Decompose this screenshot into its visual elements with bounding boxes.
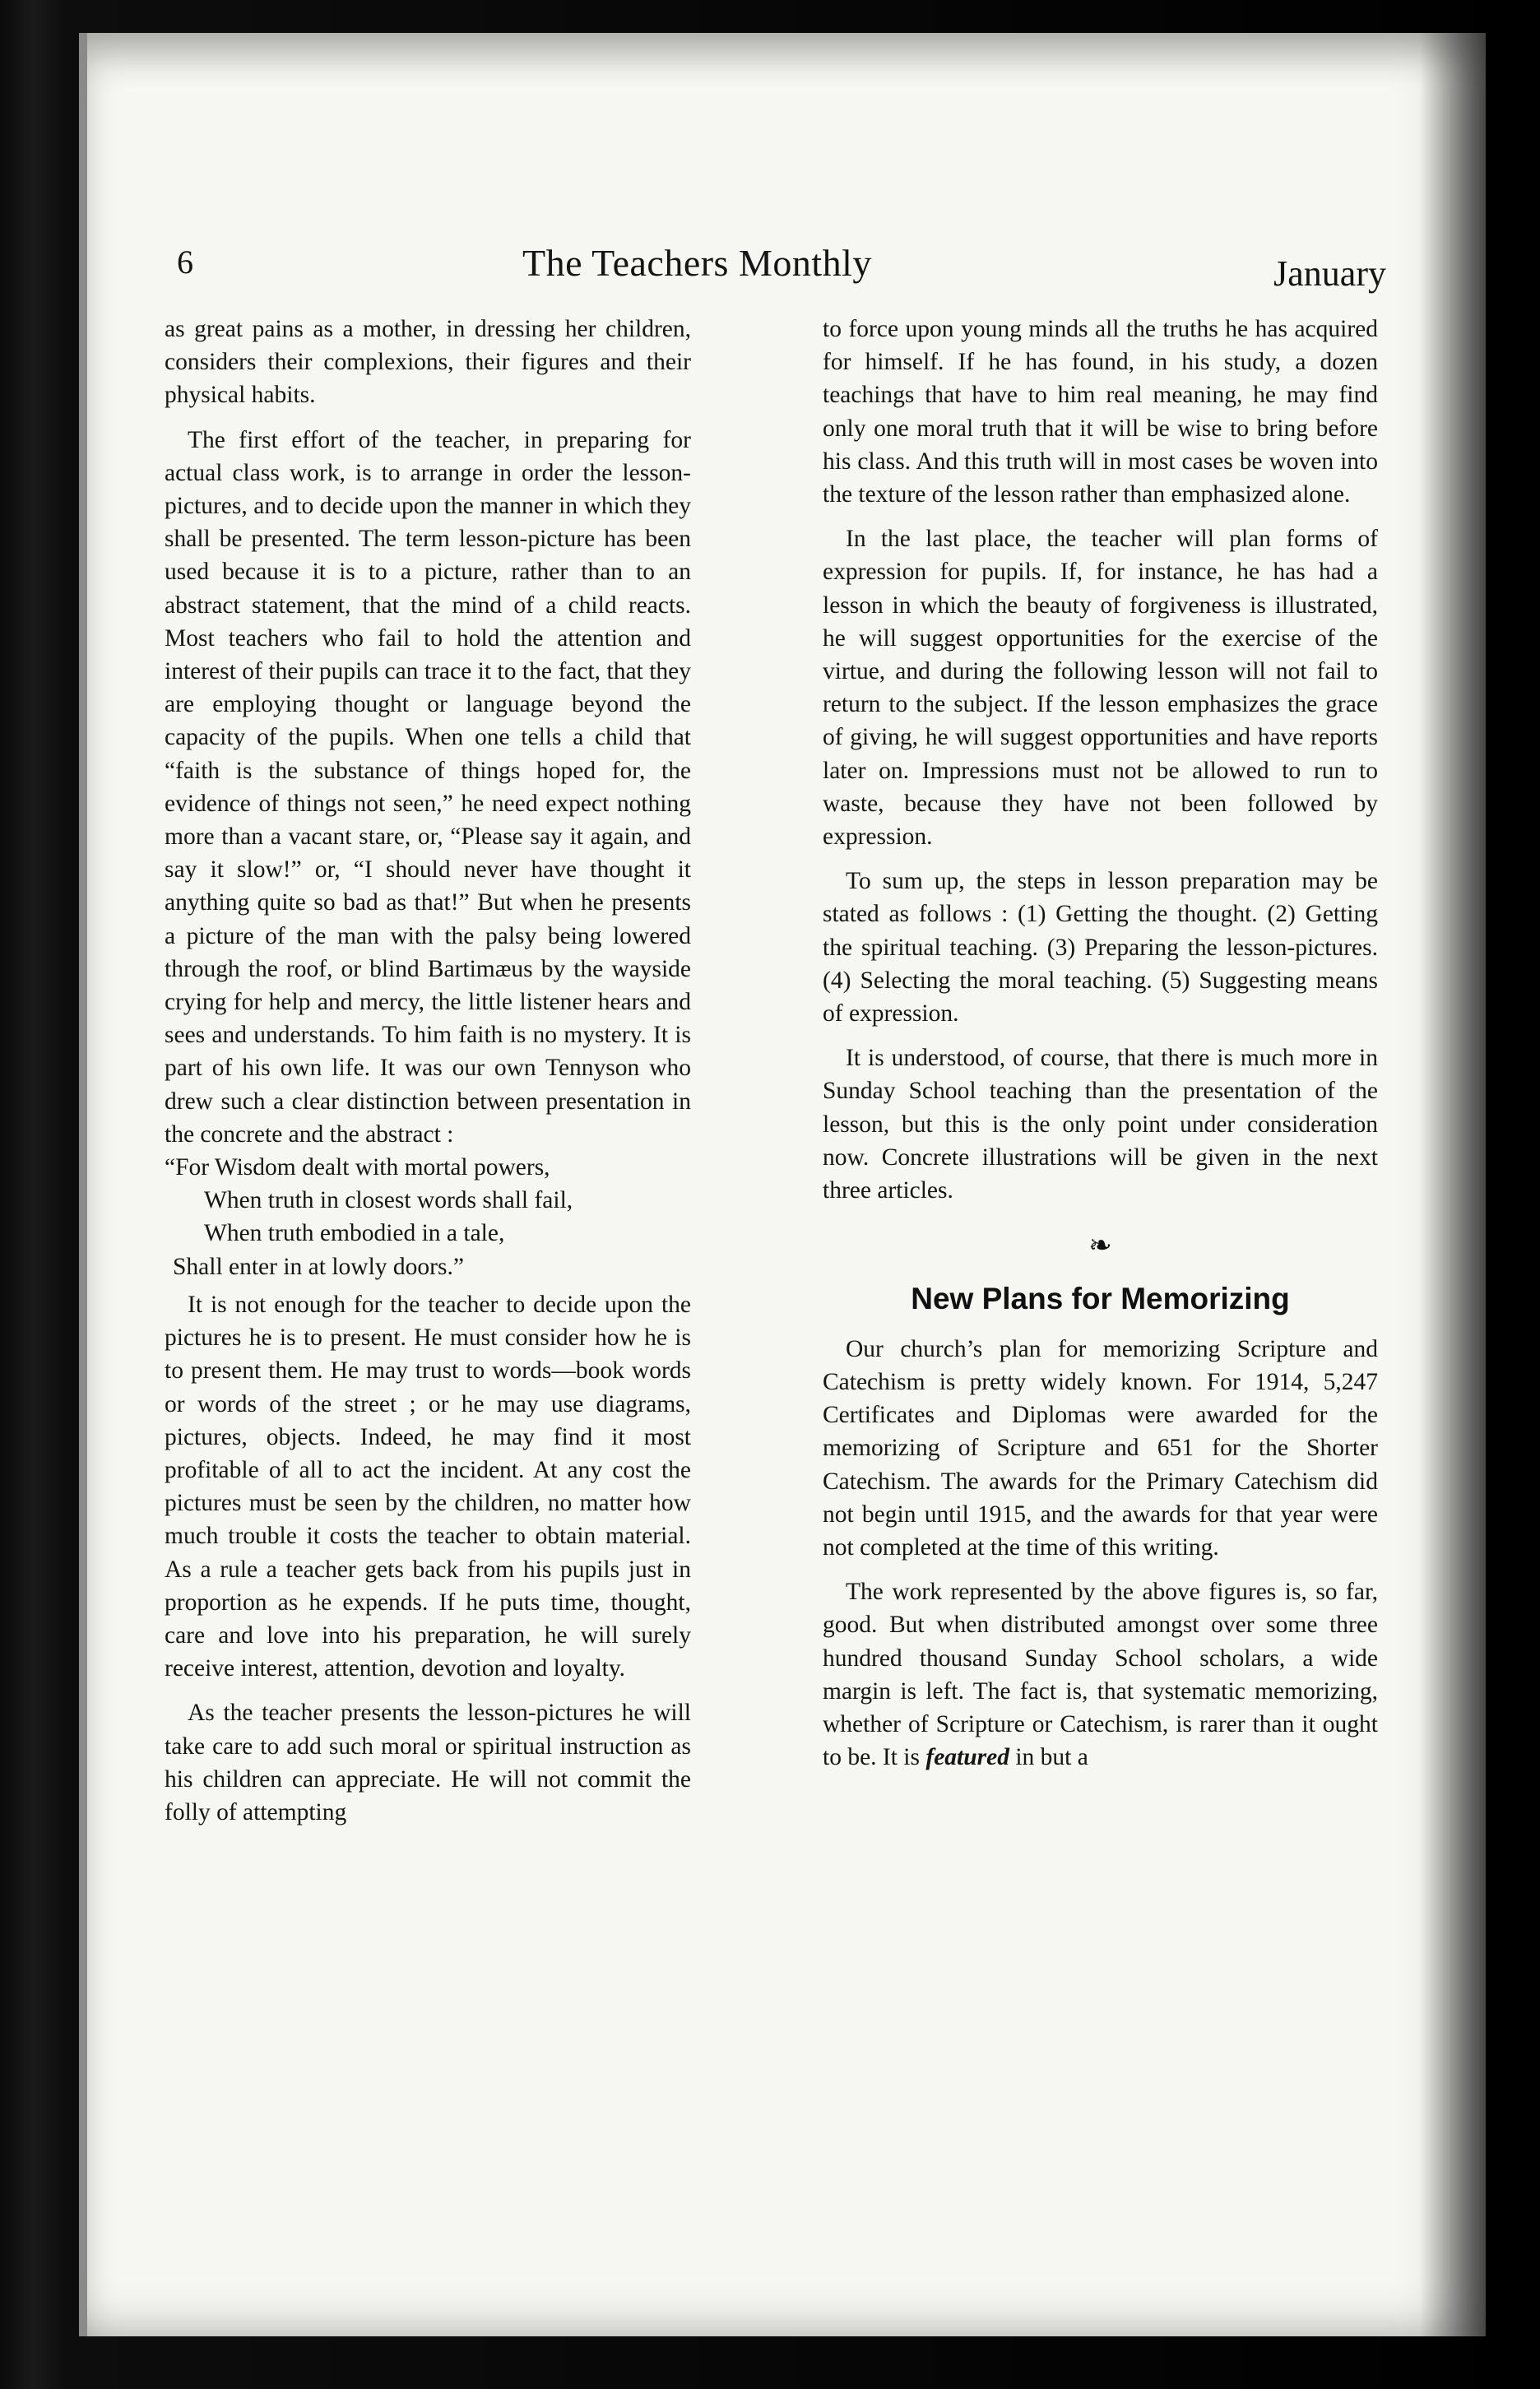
running-header <box>177 218 1386 300</box>
paragraph: To sum up, the steps in lesson preparation may be stated as follows : (1) Getting the thought. (2) Getting the spiritual teaching. (3) Preparing the lesson-pictures. (4) Selecting the moral teaching. (5) Suggesting means of expression. <box>823 868 1378 1028</box>
verse-quotation <box>165 1151 691 1283</box>
right-column <box>823 313 1378 1774</box>
text-run: in but a <box>1009 1744 1088 1771</box>
paragraph: to force upon young minds all the truths he has acquired for himself. If he has found, in his study, a dozen teachings that have to him real meaning, he may find only one moral truth that it will be wise to bring before his class. And this truth will in most cases be woven into the texture of the lesson rather than emphasized alone. <box>823 316 1378 508</box>
paragraph: as great pains as a mother, in dressing her children, considers their complexions, their figures and their physical habits. <box>165 316 691 409</box>
left-column <box>165 313 691 1829</box>
page-number: 6 <box>177 244 193 281</box>
paragraph: As the teacher presents the lesson-pictures he will take care to add such moral or spiritual instruction as his children can appreciate. He will not commit the folly of attempting <box>165 1700 691 1825</box>
paragraph: It is understood, of course, that there is much more in Sunday School teaching than the presentation of the lesson, but this is the only point under consideration now. Concrete illustrations will be given in the next three articles. <box>823 1045 1378 1204</box>
journal-title: The Teachers Monthly <box>522 242 872 284</box>
paragraph: The first effort of the teacher, in preparing for actual class work, is to arrange in order the lesson-pictures, and to decide upon the manner in which they shall be presented. The term lesson-picture has been used because it is to a picture, rather than to an abstract statement, that the mind of a child reacts. Most teachers who fail to hold the attention and interest of their pupils can trace it to the fact, that they are employing thought or language beyond the capacity of the pupils. When one tells a child that “faith is the substance of things hoped for, the evidence of things not seen,” he need expect nothing more than a vacant stare, or, “Please say it again, and say it slow!” or, “I should never have thought it anything quite so bad as that!” But when he presents a picture of the man with the palsy being lowered through the roof, or blind Bartimæus by the wayside crying for help and mercy, the little listener hears and sees and understands. To him faith is no mystery. It is part of his own life. It was our own Tennyson who drew such a clear distinction between presentation in the concrete and the abstract : <box>165 426 691 1148</box>
section-heading: New Plans for Memorizing <box>911 1282 1290 1316</box>
verse-line: “For Wisdom dealt with mortal powers, <box>165 1154 550 1181</box>
section-divider-icon: ❧ <box>1088 1231 1112 1262</box>
verse-line: When truth in closest words shall fail, <box>204 1187 573 1214</box>
verse-line: Shall enter in at lowly doors.” <box>173 1253 464 1280</box>
paragraph: Our church’s plan for memorizing Scripture and Catechism is pretty widely known. For 1914, 5,247 Certificates and Diplomas were awarded for the memorizing of Scripture and 651 for the Shorter Catechism. The awards for the Primary Catechism did not begin until 1915, and the awards for that year were not completed at the time of this writing. <box>823 1335 1378 1561</box>
paragraph <box>823 1575 1378 1774</box>
emphasized-word: featured <box>925 1744 1009 1771</box>
verse-line: When truth embodied in a tale, <box>204 1220 505 1247</box>
paragraph: It is not enough for the teacher to decide upon the pictures he is to present. He must consider how he is to present them. He may trust to words—book words or words of the street ; or he may use diagrams, pictures, objects. Indeed, he may find it most profitable of all to act the incident. At any cost the pictures must be seen by the children, no matter how much trouble it costs the teacher to obtain material. As a rule a teacher gets back from his pupils just in proportion as he expends. If he puts time, thought, care and love into his preparation, he will surely receive interest, attention, devotion and loyalty. <box>165 1291 691 1682</box>
binding-shadow <box>1420 33 1486 2336</box>
paragraph: In the last place, the teacher will plan forms of expression for pupils. If, for instance, he has had a lesson in which the beauty of forgiveness is illustrated, he will suggest opportunities for the exercise of the virtue, and during the following lesson will not fail to return to the subject. If the lesson emphasizes the grace of giving, he will suggest opportunities and have reports later on. Impressions must not be allowed to run to waste, because they have not been followed by expression. <box>823 526 1378 851</box>
issue-month: January <box>1273 253 1386 294</box>
text-run: The work represented by the above figures is, so far, good. But when distributed amongst over some three hundred thousand Sunday School scholars, a wide margin is left. The fact is, that systematic memorizing, whether of Scripture or Catechism, is rarer than it ought to be. It is <box>823 1579 1378 1771</box>
